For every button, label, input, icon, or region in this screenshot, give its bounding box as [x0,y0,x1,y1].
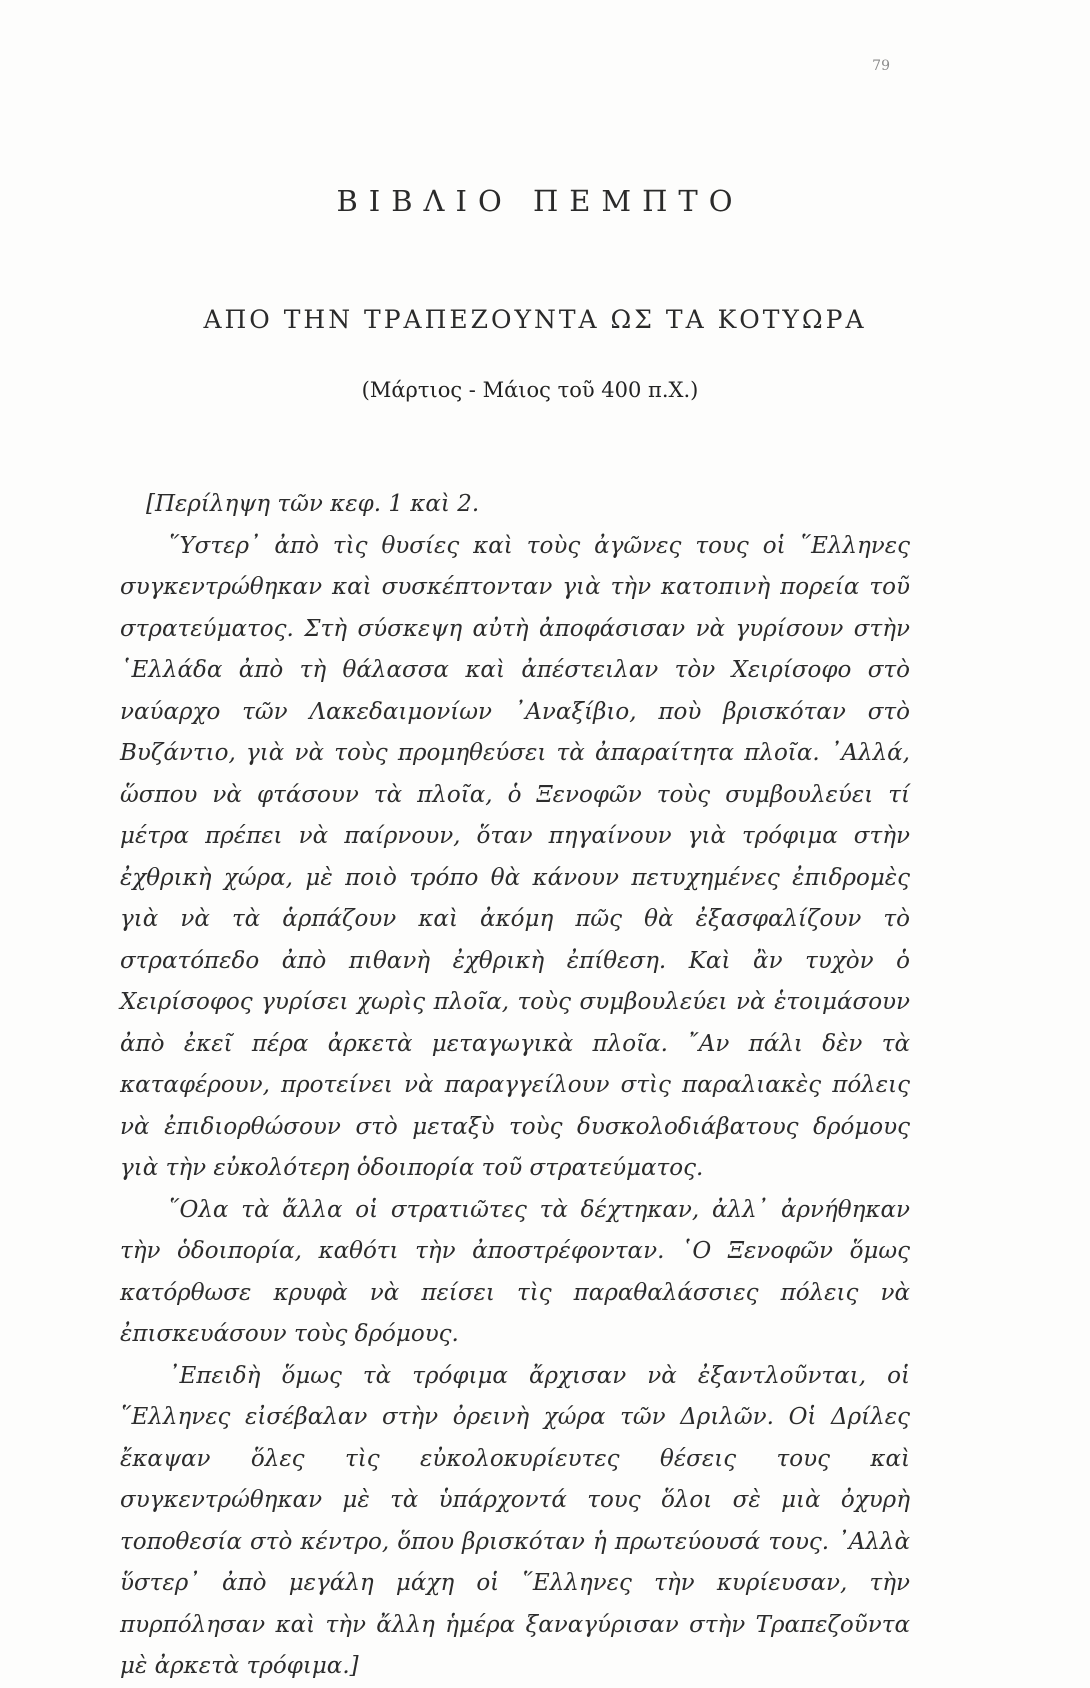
paragraph-1: ῞Υστερ᾽ ἀπὸ τὶς θυσίες καὶ τοὺς ἀγῶνες τους οἱ ῞Ελληνες συγκεντρώθηκαν καὶ συσκέπτονταν γιὰ τὴν κατοπινὴ πορεία τοῦ στρατεύματος. Στὴ σύσκεψη αὐτὴ ἀποφάσισαν νὰ γυρίσουν στὴν ῾Ελλάδα ἀπὸ τὴ θάλασσα καὶ ἀπέστειλαν τὸν Χειρίσοφο στὸ ναύαρχο τῶν Λακεδαιμονίων ᾿Αναξίβιο, ποὺ βρισκόταν στὸ Βυζάντιο, γιὰ νὰ τοὺς προμηθεύσει τὰ ἀπαραίτητα πλοῖα. ᾿Αλλά, ὥσπου νὰ φτάσουν τὰ πλοῖα, ὁ Ξενοφῶν τοὺς συμβουλεύει τί μέτρα πρέπει νὰ παίρνουν, ὅταν πηγαίνουν γιὰ τρόφιμα στὴν ἐχθρικὴ χώρα, μὲ ποιὸ τρόπο θὰ κάνουν πετυχημένες ἐπιδρομὲς γιὰ νὰ τὰ ἁρπάζουν καὶ ἀκόμη πῶς θὰ ἐξασφαλίζουν τὸ στρατόπεδο ἀπὸ πιθανὴ ἐχθρικὴ ἐπίθεση. Καὶ ἂν τυχὸν ὁ Χειρίσοφος γυρίσει χωρὶς πλοῖα, τοὺς συμβουλεύει νὰ ἑτοιμάσουν ἀπὸ ἐκεῖ πέρα ἀρκετὰ μεταγωγικὰ πλοῖα. ῎Αν πάλι δὲν τὰ καταφέρουν, προτείνει νὰ παραγγείλουν στὶς παραλιακὲς πόλεις νὰ ἐπιδιορθώσουν στὸ μεταξὺ τοὺς δυσκολοδιάβατους δρόμους γιὰ τὴν εὐκολότερη ὁδοιπορία τοῦ στρατεύματος. [120,532,910,1181]
date-subtitle: (Μάρτιος - Μάιος τοῦ 400 π.Χ.) [361,378,699,402]
chapter-title: ΑΠΟ ΤΗΝ ΤΡΑΠΕΖΟΥΝΤΑ ΩΣ ΤΑ ΚΟΤΥΩΡΑ [203,305,867,334]
page-number: 79 [872,58,890,74]
paragraph-2: ῞Ολα τὰ ἄλλα οἱ στρατιῶτες τὰ δέχτηκαν, ἀλλ᾽ ἀρνήθηκαν τὴν ὁδοιπορία, καθότι τὴν ἀποστρέφονταν. ῾Ο Ξενοφῶν ὅμως κατόρθωσε κρυφὰ νὰ πείσει τὶς παραθαλάσσιες πόλεις νὰ ἐπισκευάσουν τοὺς δρόμους. [120,1196,910,1347]
summary-body [120,484,910,1688]
paragraph-3: ᾿Επειδὴ ὅμως τὰ τρόφιμα ἄρχισαν νὰ ἐξαντλοῦνται, οἱ ῞Ελληνες εἰσέβαλαν στὴν ὀρεινὴ χώρα τῶν Δριλῶν. Οἱ Δρίλες ἔκαψαν ὅλες τὶς εὐκολοκυρίευτες θέσεις τους καὶ συγκεντρώθηκαν μὲ τὰ ὑπάρχοντά τους ὅλοι σὲ μιὰ ὀχυρὴ τοποθεσία στὸ κέντρο, ὅπου βρισκόταν ἡ πρωτεύουσά τους. ᾿Αλλὰ ὕστερ᾽ ἀπὸ μεγάλη μάχη οἱ ῞Ελληνες τὴν κυρίευσαν, τὴν πυρπόλησαν καὶ τὴν ἄλλη ἡμέρα ξαναγύρισαν στὴν Τραπεζοῦντα μὲ ἀρκετὰ τρόφιμα.] [120,1362,910,1679]
book-title: ΒΙΒΛΙΟ ΠΕΜΠΤΟ [336,184,744,218]
summary-heading: [Περίληψη τῶν κεφ. 1 καὶ 2. [146,491,480,517]
